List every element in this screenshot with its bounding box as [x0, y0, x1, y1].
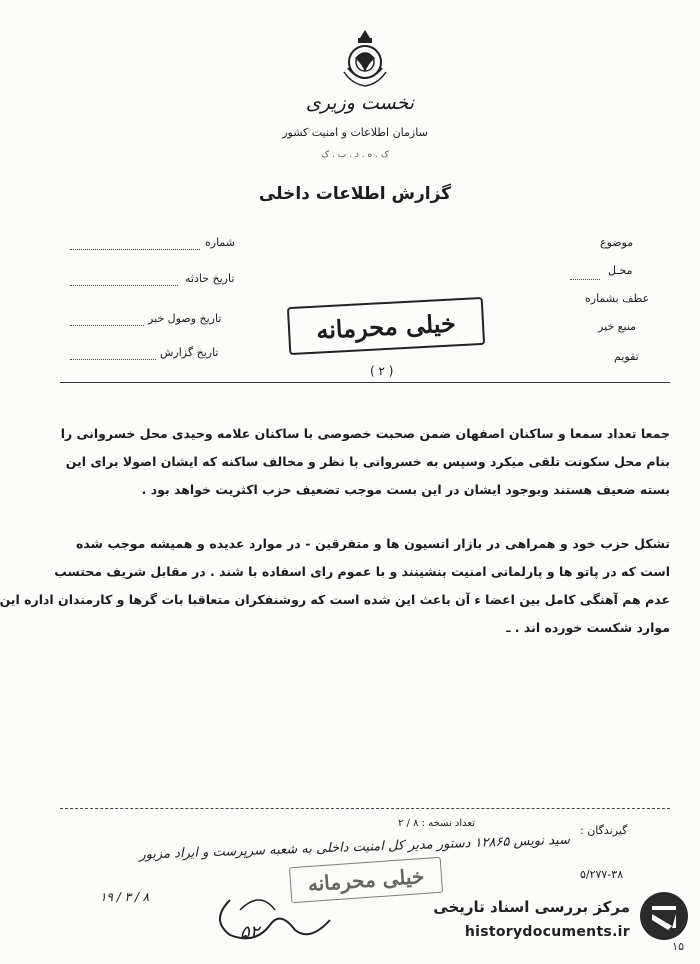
- field-number: [205, 236, 235, 249]
- field-received-date-line: [70, 324, 144, 326]
- watermark-name: مرکز بررسی اسناد تاریخی: [433, 898, 630, 916]
- field-location-line: [570, 278, 600, 280]
- header-divider: [60, 382, 670, 383]
- field-incident-date-label: تاریخ حادثه: [185, 272, 235, 285]
- handwritten-number: ۵۲: [240, 922, 260, 943]
- recipients-label: گیرندگان :: [580, 824, 628, 837]
- footer-divider: [60, 808, 670, 809]
- secondary-stamp: خیلی محرمانه: [289, 857, 443, 904]
- field-report-date-line: [70, 358, 156, 360]
- handwritten-date: ۱۹ / ۳ / ۸: [100, 890, 150, 904]
- field-number-label: شماره: [205, 236, 236, 249]
- page-number: ( ۲ ): [370, 364, 394, 378]
- field-received-date: [148, 312, 221, 325]
- body-line: موارد شکست خورده اند . ـ: [506, 620, 670, 635]
- field-report-date: [160, 346, 219, 359]
- handwritten-note: سید نویس ۱۲۸۶۵ دستور مدیر کل امنیت داخلی به شعبه سرپرست و ایراد مزبور: [139, 832, 571, 863]
- reference-number: ۵/۲۷۷-۳۸: [580, 868, 624, 881]
- body-line: بنام محل سکونت تلقی میکرد وسپس به خسروانی با نظر و مخالف ساکنه که ایشان اصولا برای این: [65, 454, 670, 469]
- copies-count: تعداد نسخه : ۸ / ۲: [398, 818, 475, 829]
- field-reference: [585, 292, 649, 305]
- field-assessment-label: تقویم: [614, 350, 639, 363]
- document-title: گزارش اطلاعات داخلی: [258, 184, 452, 204]
- ministry-name: نخست وزیری: [305, 92, 415, 114]
- body-line: جمعا تعداد سمعا و ساکنان اصفهان ضمن صحبت خصوصی با ساکنان علامه وحیدی محل خسروانی را: [60, 426, 670, 441]
- handwritten-signature: [200, 880, 340, 950]
- body-line: است که در پاتو ها و پارلمانی امنیت بنشینند و با عموم رای اسفاده با شند . در مقابل شریف محتسب: [54, 564, 670, 579]
- letterhead-subline: ک . ه . د . ب . ک: [321, 150, 389, 160]
- report-body-continued: [0, 530, 670, 642]
- watermark-url: historydocuments.ir: [464, 924, 630, 940]
- body-line: بسته ضعیف هستند وبوجود ایشان در این بست موجب تضعیف حزب اکثریت خواهد بود .: [141, 482, 670, 497]
- body-line: عدم هم آهنگی کامل بین اعضا ء آن باعث این شده است که روشنفکران متعاقبا بات گرها و کارمندان اداره این: [0, 592, 670, 607]
- classification-stamp: خیلی محرمانه: [287, 297, 485, 355]
- field-subject: [600, 236, 633, 249]
- field-source: [598, 320, 636, 333]
- lion-and-sun-emblem: [338, 28, 392, 90]
- report-body: [60, 420, 670, 504]
- field-incident-date-line: [70, 284, 178, 286]
- field-report-date-label: تاریخ گزارش: [160, 346, 219, 359]
- field-number-line: [70, 248, 200, 250]
- organization-name: سازمان اطلاعات و امنیت کشور: [282, 126, 428, 139]
- field-location: [608, 264, 633, 277]
- field-assessment: [614, 350, 639, 363]
- field-source-label: منبع خبر: [598, 320, 637, 333]
- field-received-date-label: تاریخ وصول خبر: [148, 312, 222, 325]
- field-reference-label: عطف بشماره: [585, 292, 650, 305]
- archive-logo-icon: [638, 890, 690, 942]
- archive-watermark: [418, 884, 690, 956]
- field-subject-label: موضوع: [600, 236, 634, 249]
- watermark-side-number: ۱۵: [672, 940, 684, 953]
- field-location-label: محـل: [608, 264, 633, 277]
- body-line: تشکل حزب خود و همراهی در بازار اتسیون ها و متفرقین - در موارد عدیده و همیشه موجب شده: [76, 536, 670, 551]
- field-incident-date: [185, 272, 234, 285]
